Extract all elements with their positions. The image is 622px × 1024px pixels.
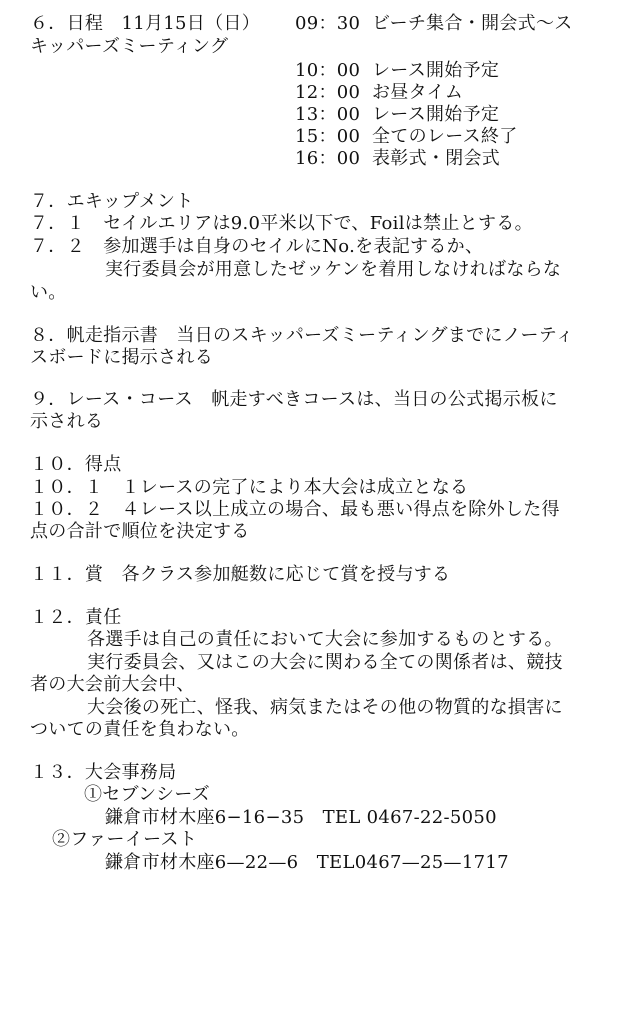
schedule-event: レース開始予定 bbox=[372, 104, 500, 125]
schedule-first-event-continued: キッパーズミーティング bbox=[30, 36, 229, 57]
schedule-time: 16：00 bbox=[295, 148, 361, 169]
responsibility-line: ついての責任を負わない。 bbox=[30, 719, 250, 740]
schedule-first-event: ビーチ集合・開会式〜ス bbox=[372, 13, 573, 34]
schedule-heading: ６．日程 11月15日（日） bbox=[30, 13, 261, 34]
sailing-instructions-line: ８．帆走指示書 当日のスキッパーズミーティングまでにノーティ bbox=[30, 325, 574, 346]
equipment-heading: ７．エキップメント bbox=[30, 191, 194, 212]
office-org-address: 鎌倉市材木座6−16−35 TEL 0467-22-5050 bbox=[105, 807, 497, 828]
scoring-heading: １０．得点 bbox=[30, 454, 122, 475]
scoring-item-2-continued: 点の合計で順位を決定する bbox=[30, 521, 250, 542]
responsibility-heading: １２．責任 bbox=[30, 607, 122, 628]
sailing-instructions-line: スボードに掲示される bbox=[30, 347, 213, 368]
schedule-event: 全てのレース終了 bbox=[372, 126, 518, 147]
responsibility-line: 者の大会前大会中、 bbox=[30, 674, 195, 695]
schedule-time: 12：00 bbox=[295, 82, 361, 103]
schedule-time: 15：00 bbox=[295, 126, 361, 147]
prize-line: １１．賞 各クラス参加艇数に応じて賞を授与する bbox=[30, 564, 451, 585]
office-heading: １３．大会事務局 bbox=[30, 762, 177, 783]
equipment-item-2: ７．２ 参加選手は自身のセイルにNo.を表記するか、 bbox=[30, 236, 484, 257]
office-org-name: ②ファーイースト bbox=[52, 829, 198, 850]
scoring-item-2: １０．２ ４レース以上成立の場合、最も悪い得点を除外した得 bbox=[30, 499, 560, 520]
responsibility-line: 大会後の死亡、怪我、病気またはその他の物質的な損害に bbox=[87, 697, 563, 718]
schedule-event: レース開始予定 bbox=[372, 60, 500, 81]
equipment-item-1: ７．１ セイルエリアは9.0平米以下で、Foilは禁止とする。 bbox=[30, 213, 533, 234]
course-line: 示される bbox=[30, 411, 104, 432]
schedule-event: 表彰式・閉会式 bbox=[372, 148, 501, 169]
office-org-name: ①セブンシーズ bbox=[84, 784, 211, 805]
scoring-item-1: １０．１ １レースの完了により本大会は成立となる bbox=[30, 477, 469, 498]
equipment-item-2-end: い。 bbox=[30, 282, 67, 303]
schedule-first-time: 09：30 bbox=[295, 13, 361, 34]
equipment-item-2-continued: 実行委員会が用意したゼッケンを着用しなければならな bbox=[105, 259, 562, 280]
schedule-time: 10：00 bbox=[295, 60, 361, 81]
schedule-event: お昼タイム bbox=[372, 82, 464, 103]
responsibility-line: 実行委員会、又はこの大会に関わる全ての関係者は、競技 bbox=[87, 652, 563, 673]
schedule-time: 13：00 bbox=[295, 104, 361, 125]
office-org-address: 鎌倉市材木座6—22—6 TEL0467—25—1717 bbox=[105, 852, 509, 873]
responsibility-line: 各選手は自己の責任において大会に参加するものとする。 bbox=[87, 629, 563, 650]
course-line: ９．レース・コース 帆走すべきコースは、当日の公式掲示板に bbox=[30, 389, 558, 410]
